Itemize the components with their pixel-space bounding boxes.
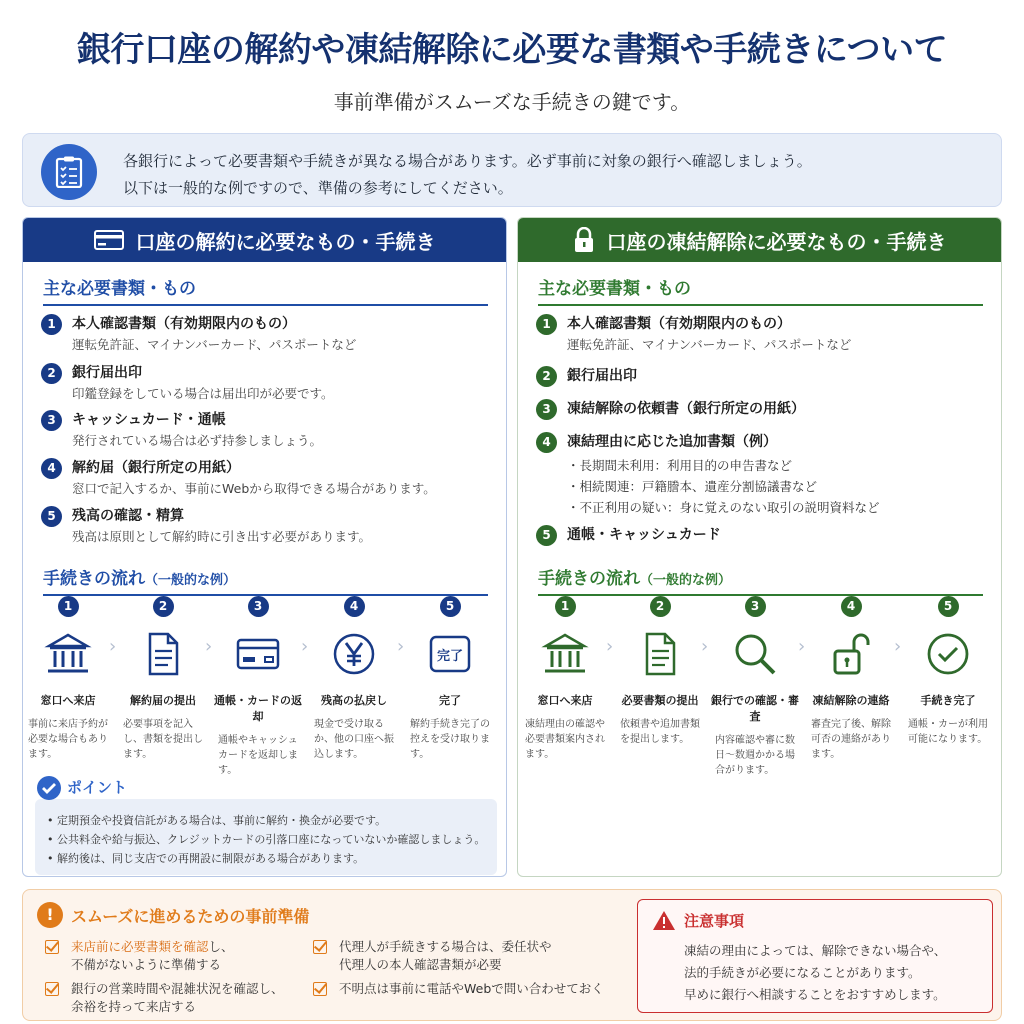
notice-line: 各銀行によって必要書類や手続きが異なる場合があります。必ず事前に対象の銀行へ確認しましょう。 (123, 152, 812, 170)
unfreeze-panel (517, 217, 1002, 877)
checkbox-icon (45, 940, 59, 954)
step-title: 完了 (439, 694, 461, 707)
notice-box (22, 133, 1002, 207)
left-docs-heading: 主な必要書類・もの (43, 274, 488, 306)
preparation-heading: ! スムーズに進めるための事前準備 (37, 902, 309, 928)
item-desc: 窓口で記入するか、事前にWebから取得できる場合があります。 (72, 481, 436, 496)
chevron-right-icon: › (109, 636, 117, 657)
flow-heading-sub: （一般的な例） (145, 573, 237, 588)
card-icon (233, 629, 283, 679)
item-number: 2 (536, 366, 557, 387)
step-desc: 内容確認や審に数日〜数週かかる場合がります。 (715, 735, 795, 776)
step-desc: 事前に来店予約が必要な場合もあります。 (28, 719, 108, 760)
step-number: 1 (555, 596, 576, 617)
exclamation-icon: ! (37, 902, 63, 928)
item-number: 1 (41, 314, 62, 335)
flow-step (903, 596, 993, 747)
yen-icon (329, 629, 379, 679)
point-section (35, 778, 497, 866)
step-desc: 通帳やキャッシュカードを返却します。 (218, 735, 298, 776)
chevron-right-icon: › (301, 636, 309, 657)
step-desc: 現金で受け取るか、他の口座へ振込します。 (314, 719, 394, 760)
right-flow (518, 596, 1003, 776)
complete-icon-label: 完了 (436, 649, 464, 664)
flow-step (520, 596, 610, 762)
step-number: 3 (248, 596, 269, 617)
unfreeze-panel-header (518, 218, 1001, 262)
checkbox-icon (45, 982, 59, 996)
item-title: 通帳・キャッシュカード (567, 527, 721, 543)
step-number: 4 (841, 596, 862, 617)
step-title: 残高の払戻し (321, 694, 387, 707)
checkbox-icon (313, 940, 327, 954)
item-title: 解約届（銀行所定の用紙） (72, 460, 240, 476)
cancellation-panel-title: 口座の解約に必要なもの・手続き (135, 229, 436, 254)
flow-heading-sub: （一般的な例） (640, 573, 732, 588)
step-desc: 審査完了後、解除可否の連絡があります。 (811, 719, 891, 760)
item-title: 本人確認書類（有効期限内のもの） (72, 316, 296, 332)
chevron-right-icon: › (397, 636, 405, 657)
flow-step (23, 596, 113, 762)
point-line: • 公共料金や給与振込、クレジットカードの引落口座になっていないか確認しましょう。 (47, 833, 486, 846)
unlock-icon (826, 629, 876, 679)
step-desc: 凍結理由の確認や必要書類案内されます。 (525, 719, 605, 760)
bullet-line: ・長期間未利用：利用目的の申告書など (567, 458, 793, 473)
point-line: • 定期預金や投資信託がある場合は、事前に解約・換金が必要です。 (47, 814, 387, 827)
flow-step (615, 596, 705, 747)
document-icon (138, 629, 188, 679)
step-title: 必要書類の提出 (621, 694, 699, 707)
flow-step (118, 596, 208, 762)
step-desc: 通帳・カーが利用可能になります。 (908, 719, 988, 745)
unfreeze-panel-title: 口座の凍結解除に必要なもの・手続き (606, 229, 947, 254)
step-title: 窓口へ来店 (537, 694, 593, 707)
item-number: 1 (536, 314, 557, 335)
item-desc: 発行されている場合は必ず持参しましょう。 (72, 433, 323, 448)
step-title: 通帳・カードの返却 (214, 694, 302, 723)
page-title: 銀行口座の解約や凍結解除に必要な書類や手続きについて (76, 30, 948, 70)
item-number: 4 (536, 432, 557, 453)
caution-heading: 注意事項 (652, 910, 744, 931)
complete-icon (425, 629, 475, 679)
warning-icon (652, 910, 676, 931)
step-title: 凍結解除の連絡 (812, 694, 890, 707)
check-circle-icon (37, 776, 61, 800)
chevron-right-icon: › (205, 636, 213, 657)
left-flow-heading (43, 564, 488, 596)
point-line: • 解約後は、同じ支店での再開設に制限がある場合があります。 (47, 852, 365, 865)
step-number: 1 (58, 596, 79, 617)
bank-icon (540, 629, 590, 679)
item-number: 4 (41, 458, 62, 479)
item-desc: 運転免許証、マイナンバーカード、パスポートなど (567, 337, 852, 352)
flow-step (213, 596, 303, 778)
item-title: 凍結解除の依頼書（銀行所定の用紙） (567, 401, 805, 417)
bank-icon (43, 629, 93, 679)
cancellation-panel (22, 217, 507, 877)
flow-step (405, 596, 495, 762)
clipboard-checklist-icon (41, 144, 97, 200)
left-flow (23, 596, 508, 776)
item-desc: 残高は原則として解約時に引き出す必要があります。 (72, 529, 372, 544)
card-icon (94, 230, 124, 250)
step-title: 手続き完了 (920, 694, 976, 707)
step-number: 2 (650, 596, 671, 617)
step-number: 5 (938, 596, 959, 617)
cancellation-panel-header (23, 218, 506, 262)
page-subtitle: 事前準備がスムーズな手続きの鍵です。 (333, 90, 691, 114)
lock-icon (573, 227, 595, 253)
step-title: 銀行での確認・審査 (711, 694, 799, 723)
item-desc: 運転免許証、マイナンバーカード、パスポートなど (72, 337, 357, 352)
caution-text: 凍結の理由によっては、解除できない場合や、 法的手続きが必要になることがあります。 早めに銀行へ相談することをおすすめします。 (684, 943, 947, 1002)
item-number: 5 (536, 525, 557, 546)
step-desc: 必要事項を記入し、書類を提出します。 (123, 719, 203, 760)
magnifier-icon (730, 629, 780, 679)
point-heading: ポイント (37, 776, 127, 800)
flow-heading-text: 手続きの流れ (43, 569, 145, 589)
step-desc: 依頼書や追加書類を提出します。 (620, 719, 700, 745)
item-number: 3 (536, 399, 557, 420)
document-icon (635, 629, 685, 679)
item-title: 本人確認書類（有効期限内のもの） (567, 316, 791, 332)
chevron-right-icon: › (894, 636, 902, 657)
chevron-right-icon: › (798, 636, 806, 657)
step-title: 窓口へ来店 (40, 694, 96, 707)
step-number: 5 (440, 596, 461, 617)
notice-line: 以下は一般的な例ですので、準備の参考にしてください。 (123, 179, 513, 197)
flow-step (309, 596, 399, 762)
preparation-section: ! スムーズに進めるための事前準備 来店前に必要書類を確認し、 不備がないように準備する 代理人が手続きする場合は、委任状や 代理人の本人確認書類が必要 銀行の営業時間や混雑状況を確認し、 余裕を持って来店する 不明点は事前に電話やWebで問い合わせておく 注意事項 凍結の理由によっては、解除できない場合や、 法的手続きが必要になることがあります。 早めに銀行へ相談することをおすすめします。 (22, 889, 1002, 1021)
flow-step (806, 596, 896, 762)
item-number: 5 (41, 506, 62, 527)
item-title: キャッシュカード・通帳 (72, 412, 226, 428)
step-number: 2 (153, 596, 174, 617)
item-number: 2 (41, 363, 62, 384)
check-circle-icon (923, 629, 973, 679)
item-title: 銀行届出印 (567, 368, 637, 384)
right-docs-heading: 主な必要書類・もの (538, 274, 983, 306)
step-desc: 解約手続き完了の控えを受け取ります。 (410, 719, 490, 760)
notice-text (123, 148, 812, 202)
item-desc: 印鑑登録をしている場合は届出印が必要です。 (72, 386, 334, 401)
flow-heading-text: 手続きの流れ (538, 569, 640, 589)
step-number: 4 (344, 596, 365, 617)
item-title: 凍結理由に応じた追加書類（例） (567, 434, 777, 450)
checkbox-icon (313, 982, 327, 996)
chevron-right-icon: › (606, 636, 614, 657)
item-title: 残高の確認・精算 (72, 508, 184, 524)
step-title: 解約届の提出 (130, 694, 196, 707)
step-number: 3 (745, 596, 766, 617)
chevron-right-icon: › (701, 636, 709, 657)
right-flow-heading (538, 564, 983, 596)
item-number: 3 (41, 410, 62, 431)
flow-step (710, 596, 800, 778)
bullet-line: ・不正利用の疑い：身に覚えのない取引の説明資料など (567, 500, 880, 515)
bullet-line: ・相続関連：戸籍謄本、遺産分割協議書など (567, 479, 818, 494)
point-box (35, 799, 497, 875)
item-title: 銀行届出印 (72, 365, 142, 381)
caution-box (637, 899, 993, 1013)
